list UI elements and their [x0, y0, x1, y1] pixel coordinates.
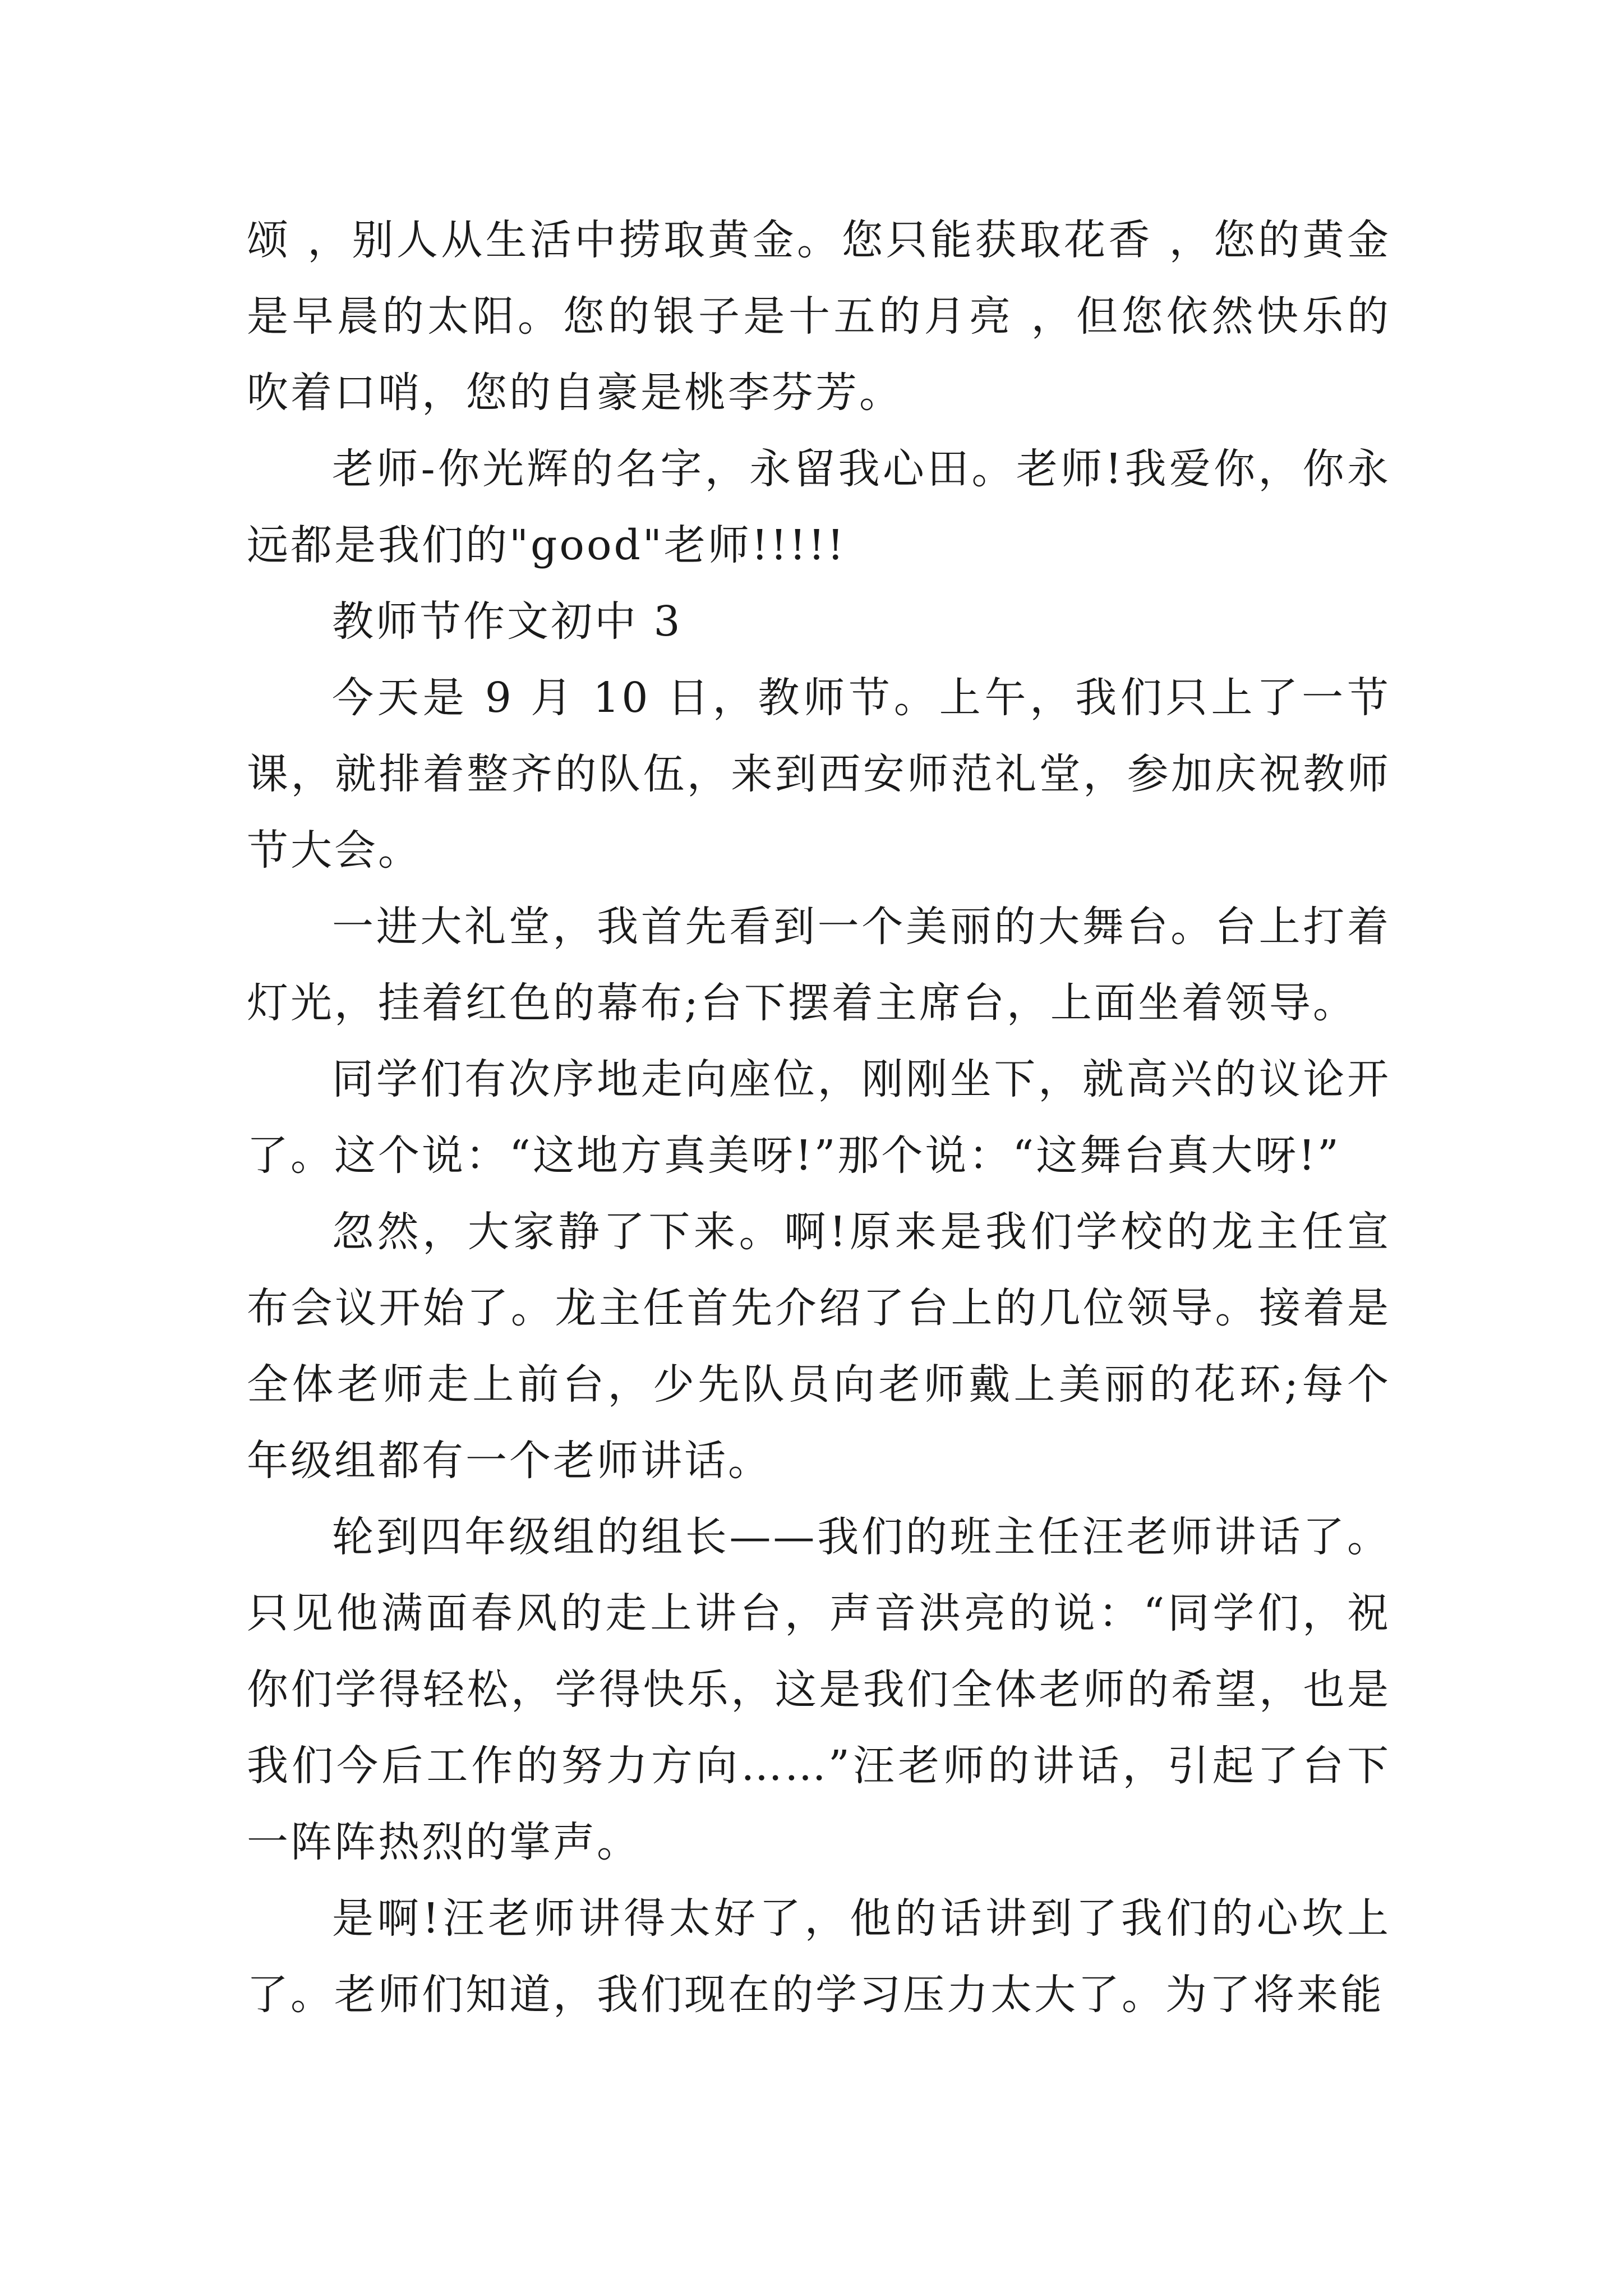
essay-heading: 教师节作文初中 3 [332, 597, 683, 646]
paragraph: 同学们有次序地走向座位，刚刚坐下，就高兴的议论开了。这个说：“这地方真美呀!”那个说：“这舞台真大呀!” [247, 1055, 1391, 1180]
paragraph: 老师-你光辉的名字，永留我心田。老师!我爱你，你永远都是我们的"good"老师!!!!! [247, 445, 1391, 569]
paragraph: 是啊!汪老师讲得太好了，他的话讲到了我们的心坎上了。老师们知道，我们现在的学习压力太大了。为了将来能 [247, 1894, 1391, 2019]
paragraph: 颂 ，别人从生活中捞取黄金。您只能获取花香 ，您的黄金是早晨的太阳。您的银子是十五的月亮 ，但您依然快乐的吹着口哨，您的自豪是桃李芬芳。 [247, 216, 1391, 417]
paragraph: 轮到四年级组的组长——我们的班主任汪老师讲话了。只见他满面春风的走上讲台，声音洪亮的说：“同学们，祝你们学得轻松，学得快乐，这是我们全体老师的希望，也是我们今后工作的努力方向……”汪老师的讲话，引起了台下一阵阵热烈的掌声。 [247, 1513, 1391, 1866]
paragraph: 今天是 9 月 10 日，教师节。上午，我们只上了一节课，就排着整齐的队伍，来到西安师范礼堂，参加庆祝教师节大会。 [247, 674, 1391, 875]
paragraph: 一进大礼堂，我首先看到一个美丽的大舞台。台上打着灯光，挂着红色的幕布;台下摆着主席台，上面坐着领导。 [247, 903, 1391, 1027]
paragraph: 忽然，大家静了下来。啊!原来是我们学校的龙主任宣布会议开始了。龙主任首先介绍了台上的几位领导。接着是全体老师走上前台，少先队员向老师戴上美丽的花环;每个年级组都有一个老师讲话。 [247, 1208, 1391, 1485]
essay-body [247, 202, 1391, 2033]
